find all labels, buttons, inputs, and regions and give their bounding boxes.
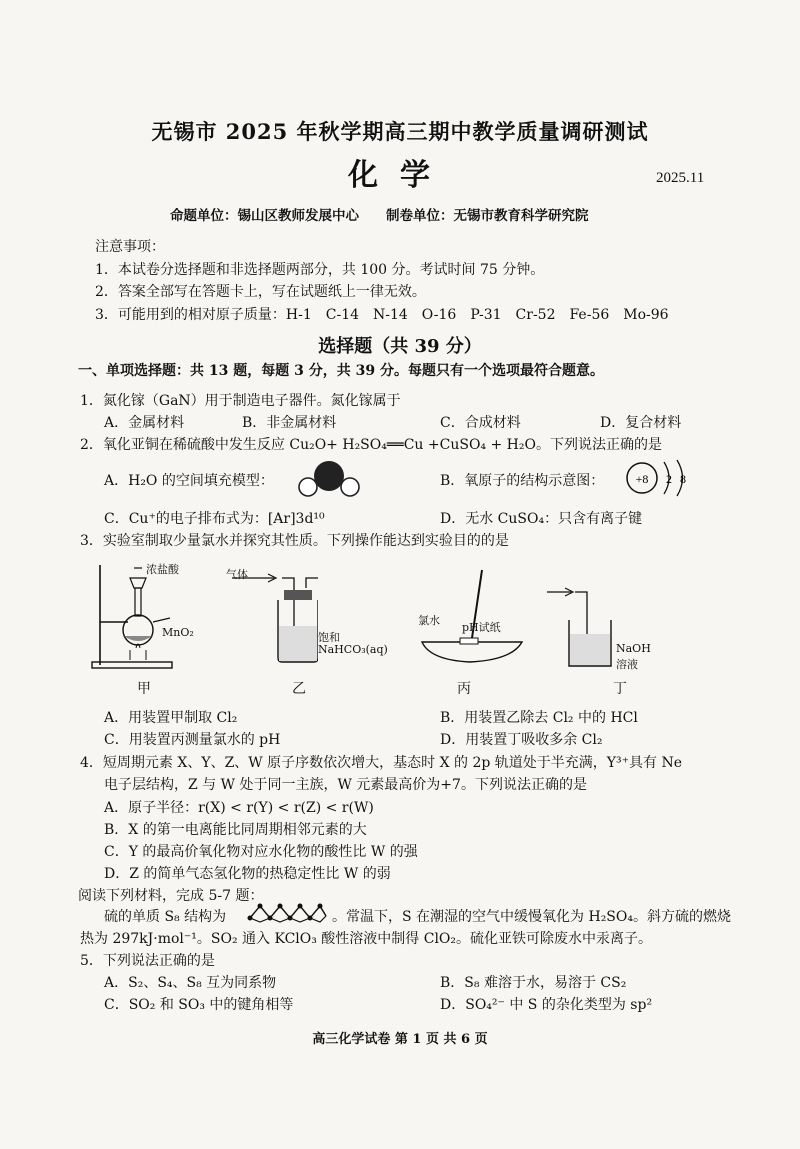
label-solution: 溶液 xyxy=(616,658,638,671)
q1-stem: 1．氮化镓（GaN）用于制造电子器件。氮化镓属于 xyxy=(80,393,401,409)
reading-line2: 热为 297kJ·mol⁻¹。SO₂ 通入 KClO₃ 酸性溶液中制得 ClO₂。硫化亚铁可除废水中汞离子。 xyxy=(80,931,653,947)
apparatus-jia xyxy=(90,560,200,672)
notice-heading: 注意事项： xyxy=(95,239,165,255)
notice-item: 1．本试卷分选择题和非选择题两部分，共 100 分。考试时间 75 分钟。 xyxy=(95,262,545,278)
s8-ring-structure xyxy=(246,900,330,926)
exam-units: 命题单位：锡山区教师发展中心 制卷单位：无锡市教育科学研究院 xyxy=(170,208,589,224)
q1-option-a: A．金属材料 xyxy=(104,415,185,431)
q4-stem-line2: 电子层结构，Z 与 W 处于同一主族，W 元素最高价为+7。下列说法正确的是 xyxy=(104,777,587,793)
notice-item: 3．可能用到的相对原子质量：H-1 C-14 N-14 O-16 P-31 Cr-52 Fe-56 Mo-96 xyxy=(95,307,669,323)
q5-stem: 5．下列说法正确的是 xyxy=(80,953,215,969)
q2-stem: 2．氧化亚铜在稀硫酸中发生反应 Cu₂O+ H₂SO₄══Cu +CuSO₄ + H₂O。下列说法正确的是 xyxy=(80,437,662,453)
label-gas: 气体 xyxy=(226,568,248,581)
nucleus-charge: +8 xyxy=(635,472,649,486)
section-title: 选择题（共 39 分） xyxy=(318,336,482,357)
exam-date: 2025.11 xyxy=(656,170,705,186)
label-nahco3: NaHCO₃(aq) xyxy=(318,643,388,656)
q3-option-a: A．用装置甲制取 Cl₂ xyxy=(104,710,238,726)
caption-jia: 甲 xyxy=(137,681,151,697)
q1-option-d: D．复合材料 xyxy=(600,415,682,431)
q1-option-b: B．非金属材料 xyxy=(242,415,337,431)
q2-option-b: B．氧原子的结构示意图： xyxy=(440,473,605,489)
q3-option-c: C．用装置丙测量氯水的 pH xyxy=(104,732,281,748)
q1-option-c: C．合成材料 xyxy=(440,415,521,431)
section-instruction: 一、单项选择题：共 13 题，每题 3 分，共 39 分。每题只有一个选项最符合题意。 xyxy=(78,363,604,379)
oxygen-atom-structure-diagram xyxy=(624,458,696,498)
label-naoh: NaOH xyxy=(616,642,651,655)
caption-ding: 丁 xyxy=(613,681,627,697)
label-saturated: 饱和 xyxy=(318,631,340,644)
q4-option-a: A．原子半径：r(X) < r(Y) < r(Z) < r(W) xyxy=(104,800,374,816)
label-hcl: 浓盐酸 xyxy=(146,563,179,576)
exam-title: 无锡市 2025 年秋学期高三期中教学质量调研测试 xyxy=(151,119,649,144)
q3-option-b: B．用装置乙除去 Cl₂ 中的 HCl xyxy=(440,710,638,726)
water-space-filling-model xyxy=(293,456,363,500)
shell-electrons: 8 xyxy=(680,472,686,486)
label-ph-paper: pH试纸 xyxy=(462,621,501,634)
q4-option-c: C．Y 的最高价氧化物对应水化物的酸性比 W 的强 xyxy=(104,844,418,860)
label-chlorine-water: 氯水 xyxy=(418,614,440,627)
apparatus-ding xyxy=(545,582,625,672)
q4-stem-line1: 4．短周期元素 X、Y、Z、W 原子序数依次增大，基态时 X 的 2p 轨道处于半充满，Y³⁺具有 Ne xyxy=(80,755,682,771)
page-footer: 高三化学试卷 第 1 页 共 6 页 xyxy=(312,1032,488,1047)
q2-option-a: A．H₂O 的空间填充模型： xyxy=(104,473,274,489)
shell-electrons: 2 xyxy=(666,472,672,486)
q5-option-c: C．SO₂ 和 SO₃ 中的键角相等 xyxy=(104,997,294,1013)
q3-stem: 3．实验室制取少量氯水并探究其性质。下列操作能达到实验目的的是 xyxy=(80,533,509,549)
q4-option-d: D．Z 的简单气态氢化物的热稳定性比 W 的弱 xyxy=(104,866,391,882)
notice-item: 2．答案全部写在答题卡上，写在试题纸上一律无效。 xyxy=(95,284,426,300)
reading-line1-b: 。常温下，S 在潮湿的空气中缓慢氧化为 H₂SO₄。斜方硫的燃烧 xyxy=(332,909,731,925)
reading-heading: 阅读下列材料，完成 5-7 题： xyxy=(78,888,264,904)
q4-option-b: B．X 的第一电离能比同周期相邻元素的大 xyxy=(104,822,367,838)
subject-title: 化学 xyxy=(348,158,452,193)
reading-line1-a: 硫的单质 S₈ 结构为 xyxy=(104,909,227,925)
caption-bing: 丙 xyxy=(457,681,471,697)
q2-option-c: C．Cu⁺的电子排布式为：[Ar]3d¹⁰ xyxy=(104,511,325,527)
q5-option-b: B．S₈ 难溶于水，易溶于 CS₂ xyxy=(440,975,627,991)
caption-yi: 乙 xyxy=(292,681,306,697)
label-mno2: MnO₂ xyxy=(162,626,194,639)
q5-option-a: A．S₂、S₄、S₈ 互为同系物 xyxy=(104,975,277,991)
q2-option-d: D．无水 CuSO₄：只含有离子键 xyxy=(440,511,643,527)
q5-option-d: D．SO₄²⁻ 中 S 的杂化类型为 sp² xyxy=(440,997,653,1013)
q3-option-d: D．用装置丁吸收多余 Cl₂ xyxy=(440,732,603,748)
